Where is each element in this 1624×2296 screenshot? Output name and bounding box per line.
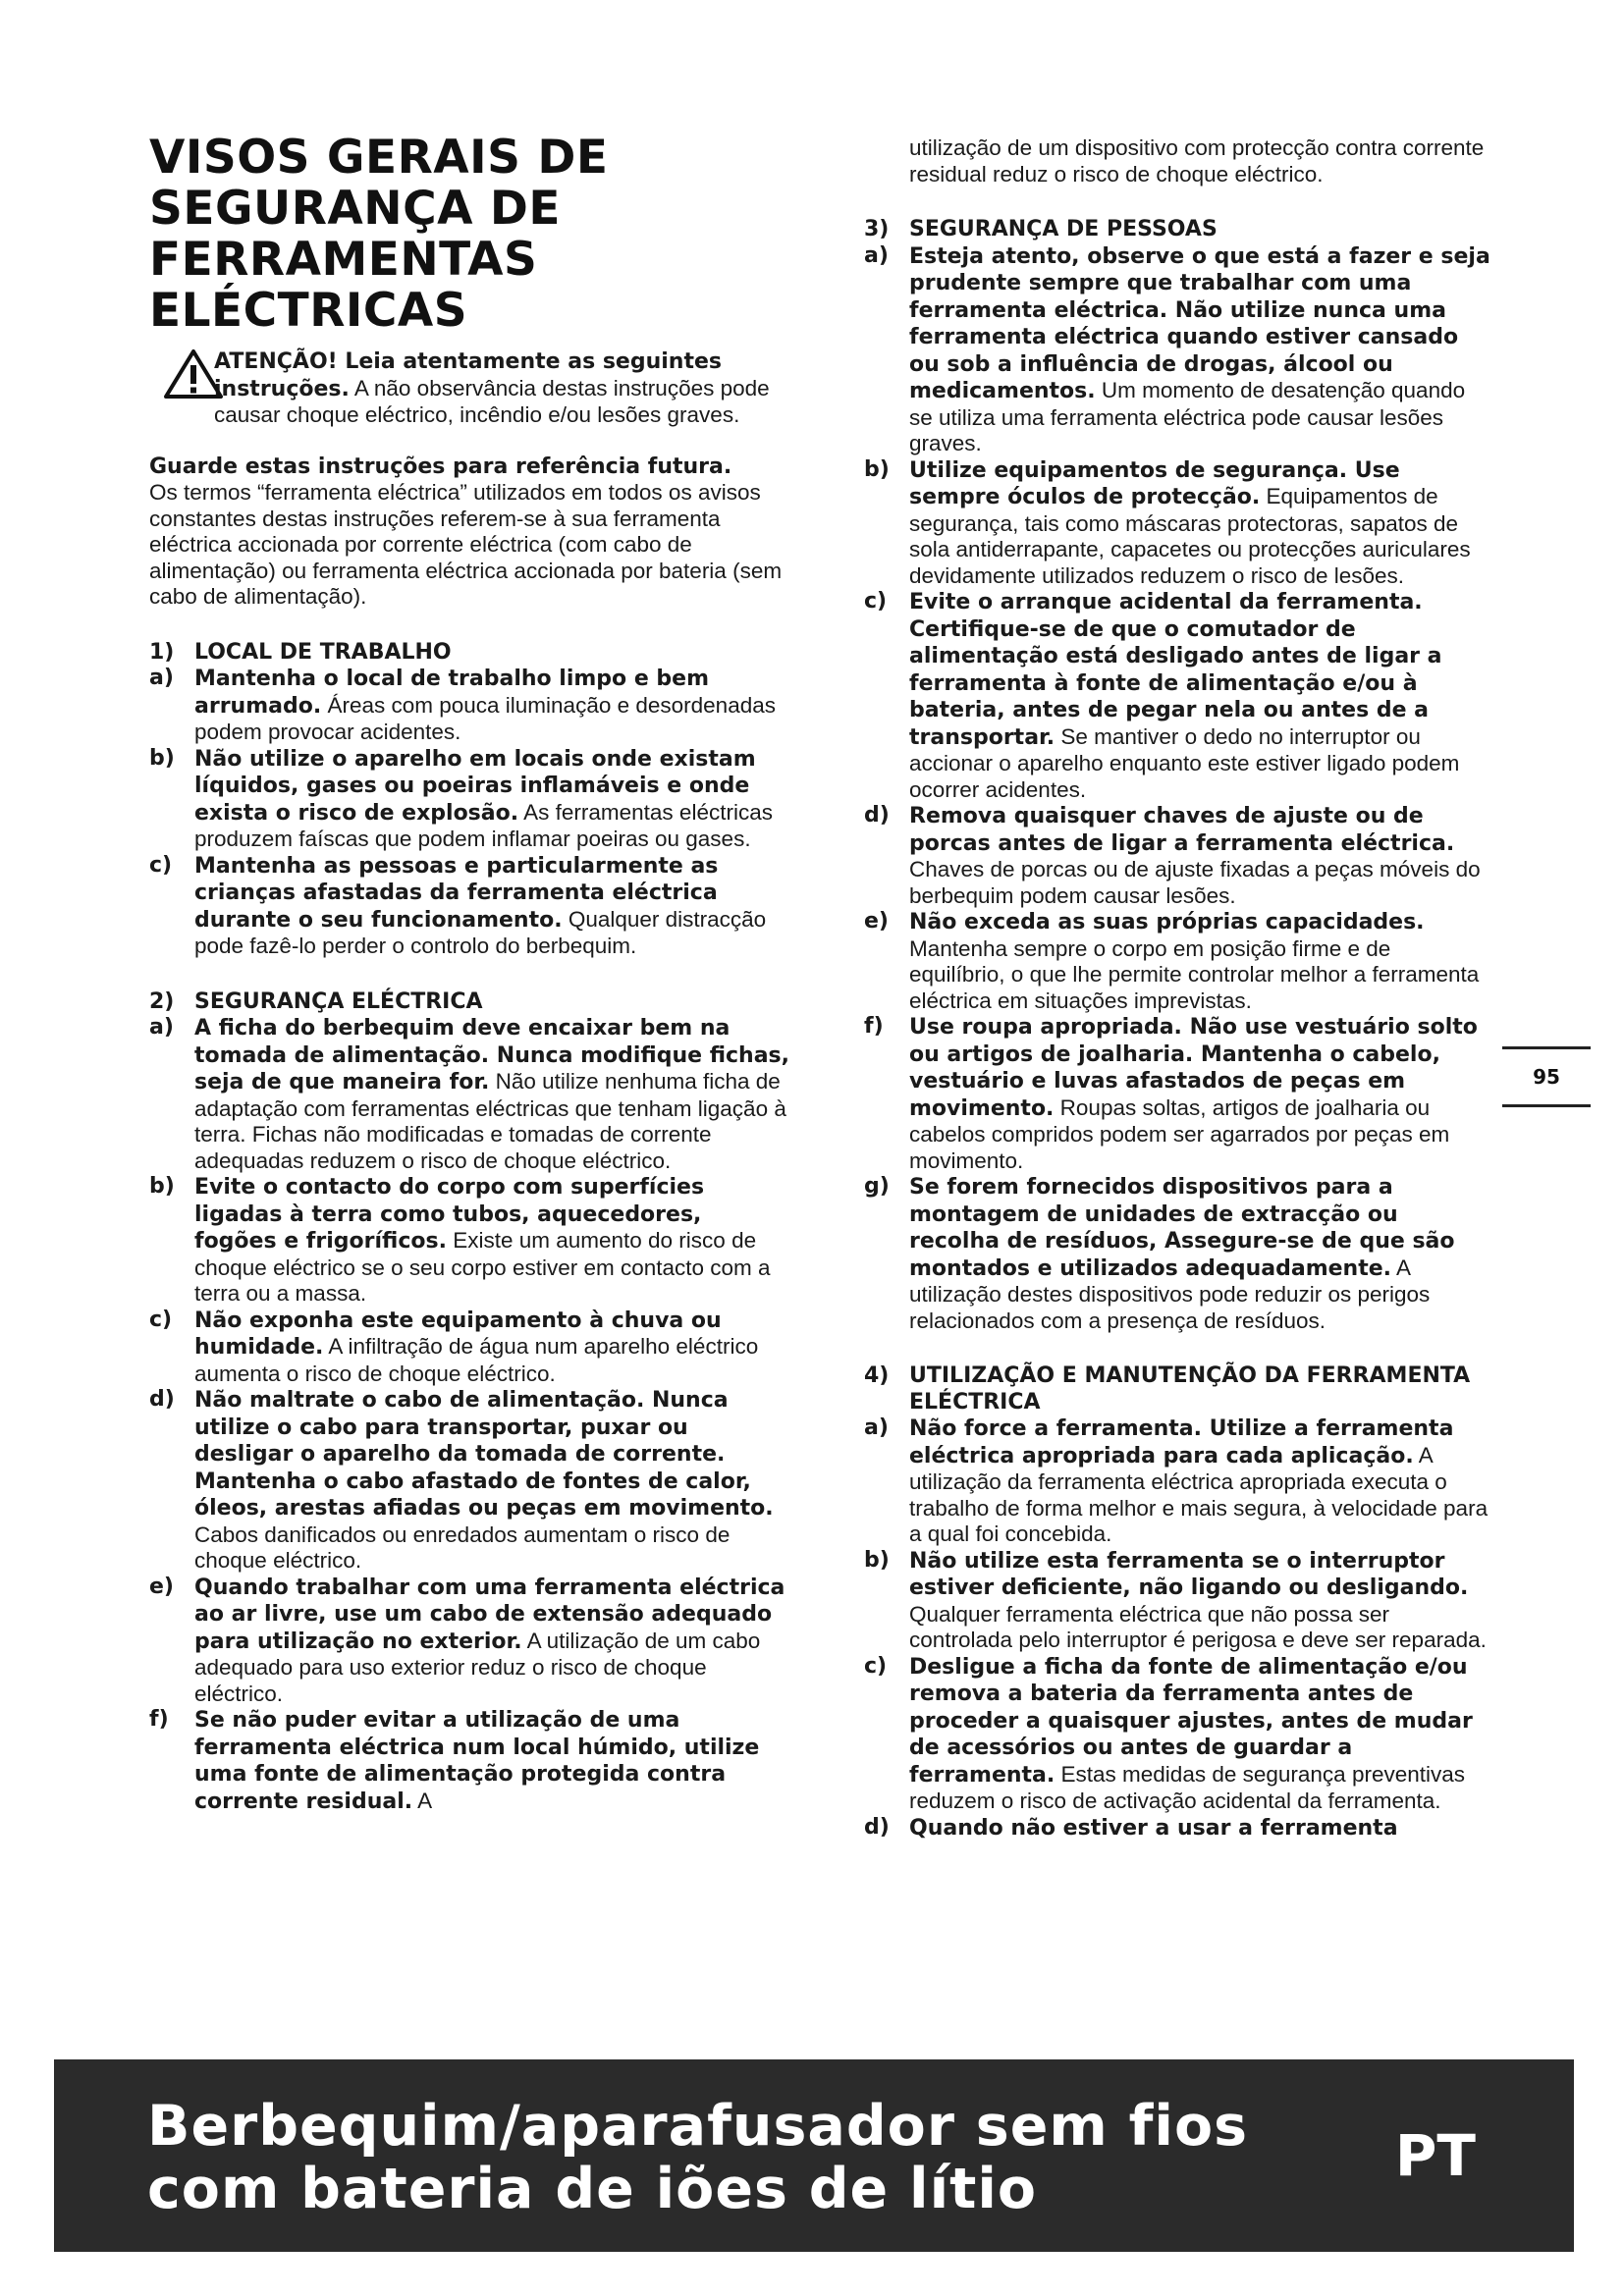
list-item: c) Evite o arranque acidental da ferramenta. Certifique-se de que o comutador de alimentação está desligado antes de ligar a ferramenta à fonte de alimentação e/ou à bateria, antes de pegar nela ou antes de a transportar. Se mantiver o dedo no interruptor ou accionar o aparelho enquanto este estiver ligado podem ocorrer acidentes.	[864, 589, 1460, 802]
list-item: a) Mantenha o local de trabalho limpo e bem arrumado. Áreas com pouca iluminação e desordenadas podem provocar acidentes.	[149, 666, 776, 744]
footer-language-code: PT	[1394, 2122, 1476, 2189]
section-heading: 3) SEGURANÇA DE PESSOAS	[864, 217, 1218, 241]
right-column	[864, 135, 1492, 1842]
list-item: c) Desligue a ficha da fonte de alimentação e/ou remova a bateria da ferramenta antes de proceder a quaisquer ajustes, antes de mudar de acessórios ou antes de guardar a ferramenta. Estas medidas de segurança preventivas reduzem o risco de activação acidental da ferramenta.	[864, 1653, 1473, 1813]
list-item: c) Mantenha as pessoas e particularmente as crianças afastadas da ferramenta eléctrica durante o seu funcionamento. Qualquer distracção pode fazê-lo perder o controlo do berbequim.	[149, 852, 767, 958]
list-item: e) Quando trabalhar com uma ferramenta eléctrica ao ar livre, use um cabo de extensão adequado para utilização no exterior. A utilização de um cabo adequado para uso exterior reduz o risco de choque eléctrico.	[149, 1574, 785, 1706]
section-heading: 1) LOCAL DE TRABALHO	[149, 639, 452, 665]
footer-banner	[54, 2059, 1574, 2252]
page-title: VISOS GERAIS DE SEGURANÇA DE FERRAMENTAS ELÉCTRICAS	[149, 131, 609, 338]
continuation-text: utilização de um dispositivo com protecção contra corrente residual reduz o risco de choque eléctrico.	[909, 135, 1485, 187]
list-item: b) Não utilize esta ferramenta se o interruptor estiver deficiente, não ligando ou desligando. Qualquer ferramenta eléctrica que não possa ser controlada pelo interruptor é perigosa e deve ser reparada.	[864, 1547, 1487, 1652]
footer-product-title: Berbequim/aparafusador sem fios com bateria de iões de lítio	[147, 2094, 1249, 2221]
list-item: a) A ficha do berbequim deve encaixar bem na tomada de alimentação. Nunca modifique fichas, seja de que maneira for. Não utilize nenhuma ficha de adaptação com ferramentas eléctricas que tenham ligação à terra. Fichas não modificadas e tomadas de corrente adequadas reduzem o risco de choque eléctrico.	[149, 1015, 790, 1173]
list-item: d) Remova quaisquer chaves de ajuste ou de porcas antes de ligar a ferramenta eléctrica. Chaves de porcas ou de ajuste fixadas a peças móveis do berbequim podem causar lesões.	[864, 803, 1481, 908]
warning-block	[149, 348, 789, 429]
left-column	[149, 133, 789, 1815]
keep-instructions-heading: Guarde estas instruções para referência futura.	[149, 454, 732, 479]
section-heading: 4) UTILIZAÇÃO E MANUTENÇÃO DA FERRAMENTA ELÉCTRICA	[864, 1363, 1471, 1415]
list-item: a) Esteja atento, observe o que está a fazer e seja prudente sempre que trabalhar com uma ferramenta eléctrica. Não utilize nunca uma ferramenta eléctrica quando estiver cansado ou sob a influência de drogas, álcool ou medicamentos. Um momento de desatenção quando se utiliza uma ferramenta eléctrica pode causar lesões graves.	[864, 242, 1490, 455]
keep-instructions-text: Os termos “ferramenta eléctrica” utilizados em todos os avisos constantes destas instruções referem-se à sua ferramenta eléctrica accionada por corrente eléctrica (com cabo de alimentação) ou ferramenta eléctrica accionada por bateria (sem cabo de alimentação).	[149, 480, 783, 609]
list-item: b) Evite o contacto do corpo com superfícies ligadas à terra como tubos, aquecedores, fogões e frigoríficos. Existe um aumento do risco de choque eléctrico se o seu corpo estiver em contacto com a terra ou a massa.	[149, 1174, 771, 1306]
warning-bold: ATENÇÃO! Leia atentamente as seguintes instruções.	[214, 349, 722, 401]
list-item: b) Não utilize o aparelho em locais onde existam líquidos, gases ou poeiras inflamáveis e onde exista o risco de explosão. As ferramentas eléctricas produzem faíscas que podem inflamar poeiras ou gases.	[149, 745, 773, 851]
list-item: a) Não force a ferramenta. Utilize a ferramenta eléctrica apropriada para cada aplicação. A utilização da ferramenta eléctrica apropriada executa o trabalho de forma melhor e mais segura, à velocidade para a qual foi concebida.	[864, 1415, 1489, 1546]
list-item: e) Não exceda as suas próprias capacidades. Mantenha sempre o corpo em posição firme e de equilíbrio, o que lhe permite controlar melhor a ferramenta eléctrica em situações imprevistas.	[864, 909, 1480, 1013]
list-item: d) Não maltrate o cabo de alimentação. Nunca utilize o cabo para transportar, puxar ou desligar o aparelho da tomada de corrente. Mantenha o cabo afastado de fontes de calor, óleos, arestas afiadas ou peças em movimento. Cabos danificados ou enredados aumentam o risco de choque eléctrico.	[149, 1387, 774, 1573]
page-number: 95	[1502, 1046, 1591, 1107]
list-item: d) Quando não estiver a usar a ferramenta	[864, 1814, 1398, 1841]
warning-text	[149, 348, 789, 429]
list-item: b) Utilize equipamentos de segurança. Use sempre óculos de protecção. Equipamentos de segurança, tais como máscaras protectoras, sapatos de sola antiderrapante, capacetes ou protecções auriculares devidamente utilizados reduzem o risco de lesões.	[864, 456, 1471, 588]
warning-triangle-icon	[163, 348, 224, 400]
list-item: c) Não exponha este equipamento à chuva ou humidade. A infiltração de água num aparelho eléctrico aumenta o risco de choque eléctrico.	[149, 1307, 759, 1386]
list-item: f) Se não puder evitar a utilização de uma ferramenta eléctrica num local húmido, utilize uma fonte de alimentação protegida contra corrente residual. A	[149, 1707, 760, 1814]
warning-body: A não observância destas instruções pode causar choque eléctrico, incêndio e/ou lesões graves.	[214, 375, 770, 427]
list-item: g) Se forem fornecidos dispositivos para a montagem de unidades de extracção ou recolha de resíduos, Assegure-se de que são montados e utilizados adequadamente. A utilização destes dispositivos pode reduzir os perigos relacionados com a presença de resíduos.	[864, 1174, 1455, 1333]
list-item: f) Use roupa apropriada. Não use vestuário solto ou artigos de joalharia. Mantenha o cabelo, vestuário e luvas afastados de peças em movimento. Roupas soltas, artigos de joalharia ou cabelos compridos podem ser agarrados por peças em movimento.	[864, 1014, 1478, 1173]
section-heading: 2) SEGURANÇA ELÉCTRICA	[149, 988, 483, 1014]
